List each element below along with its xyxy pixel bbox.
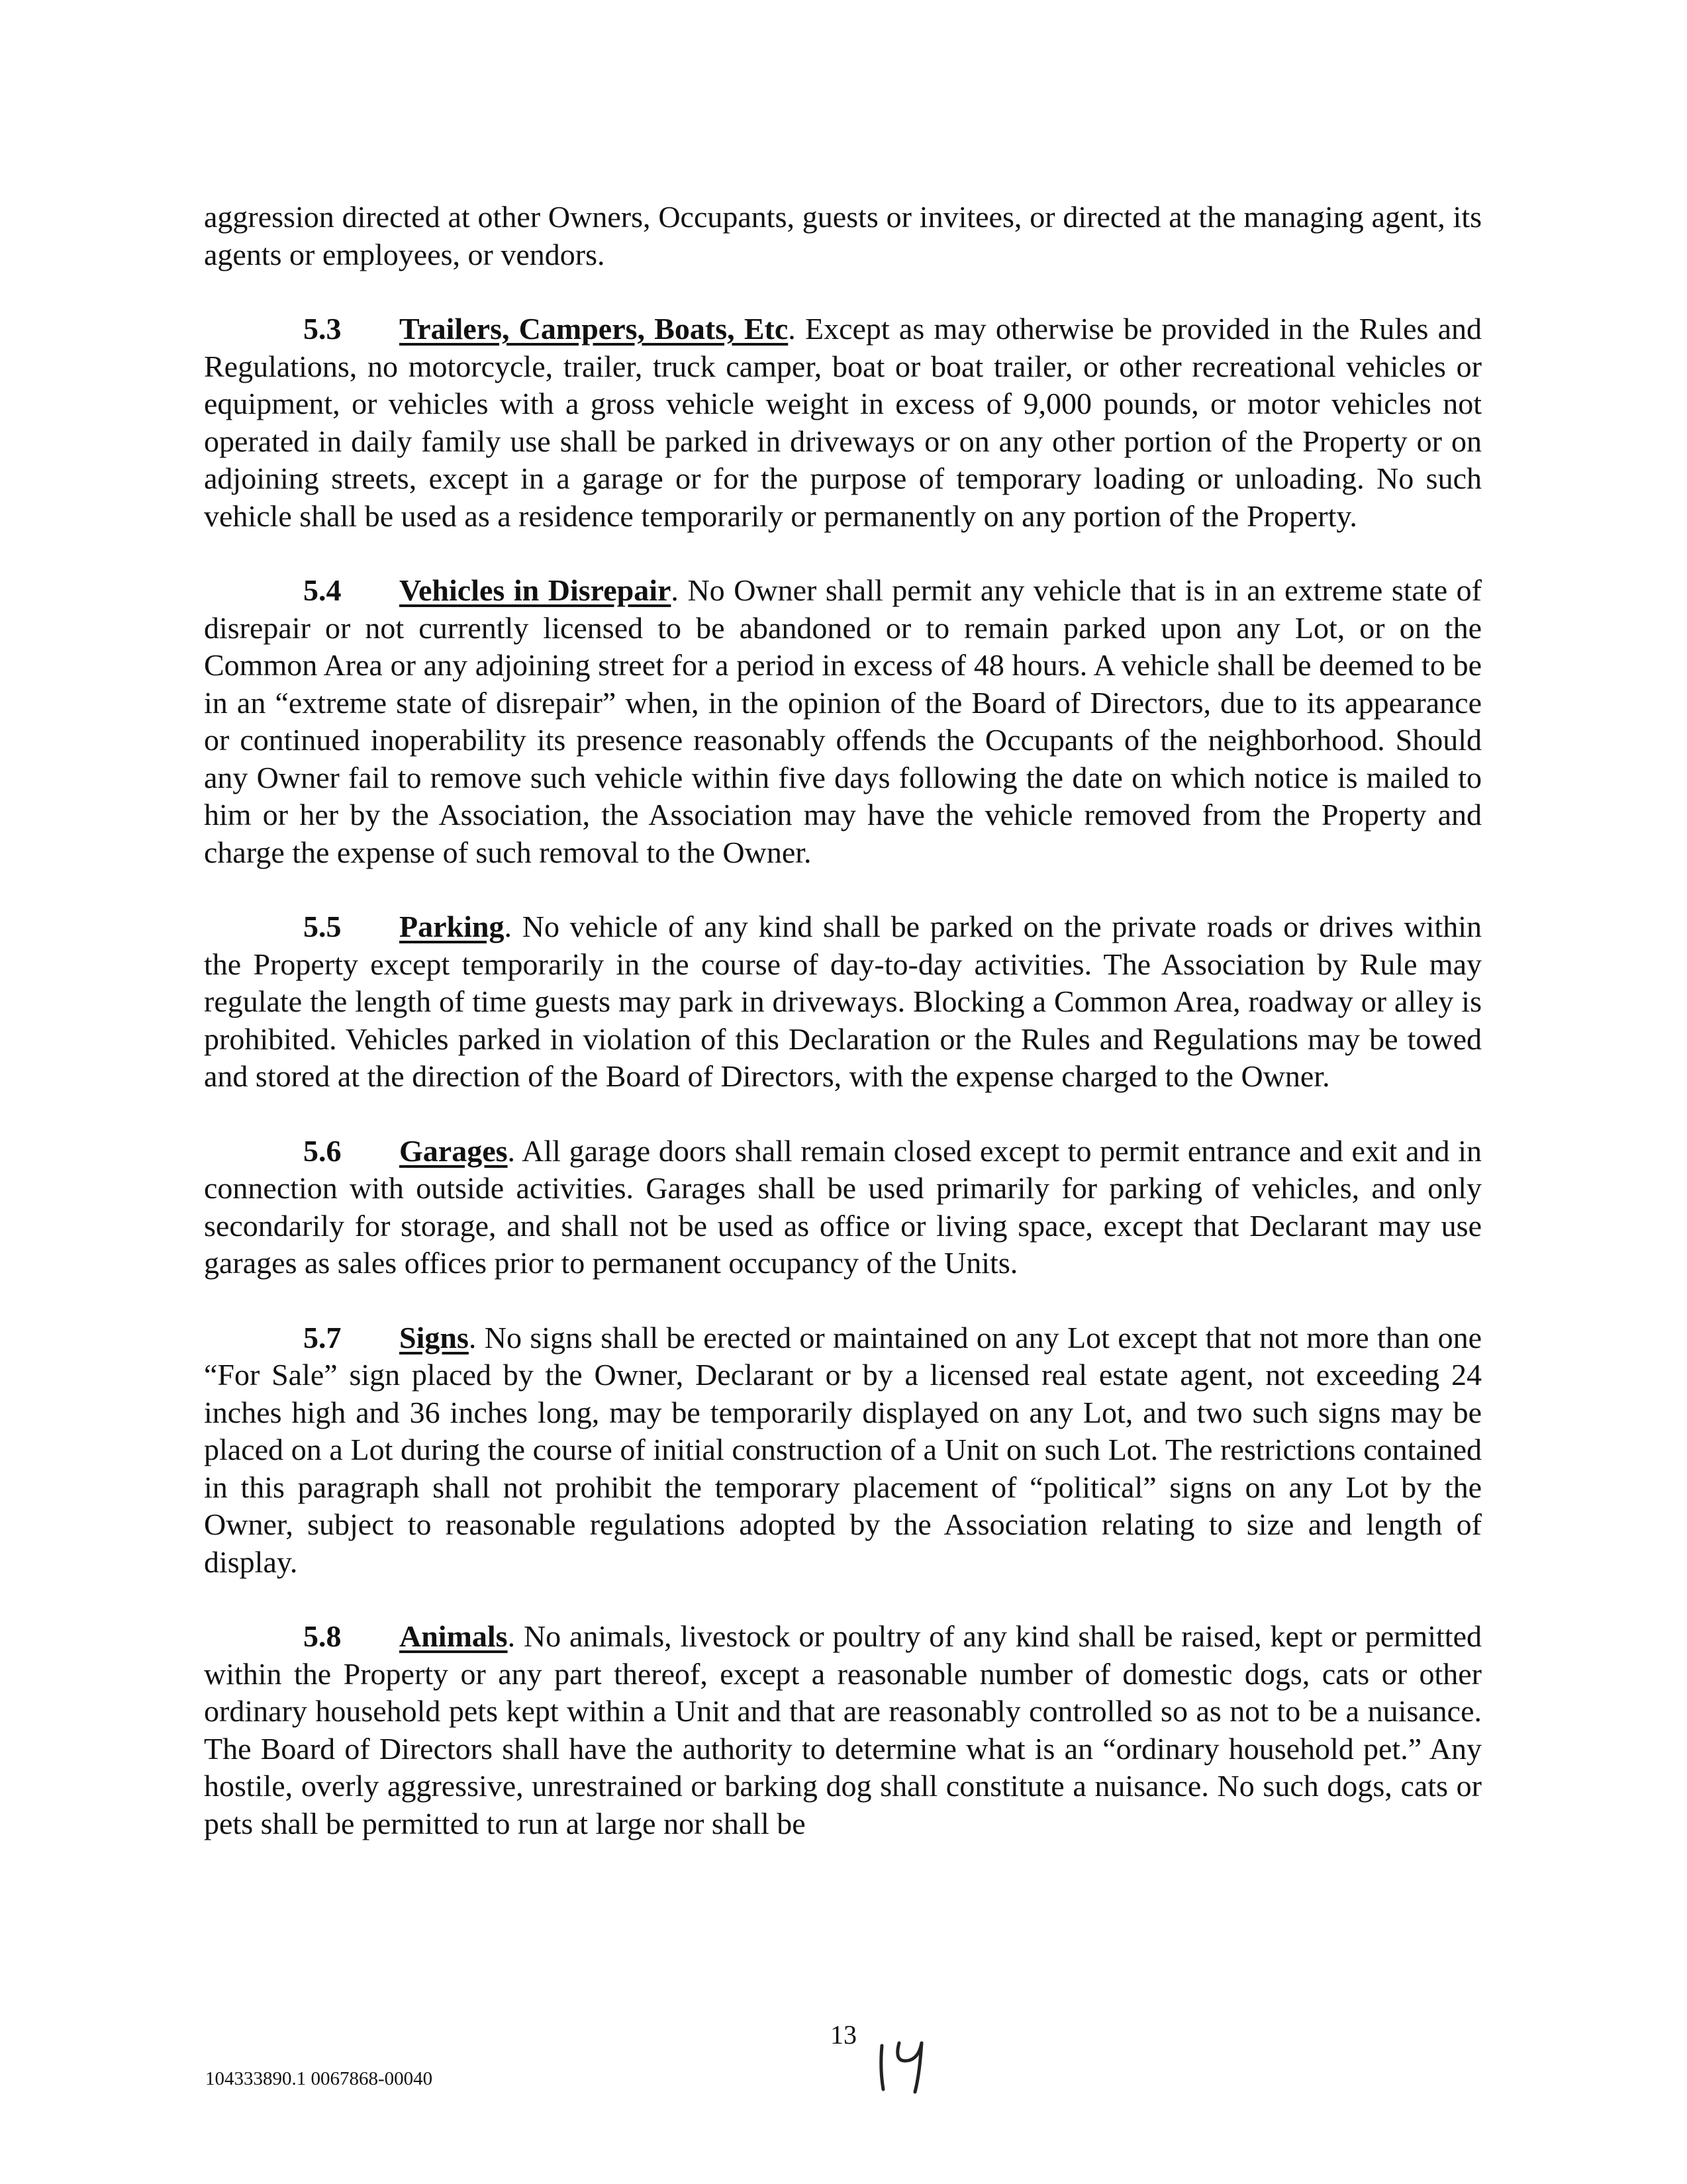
- section-heading: Signs: [399, 1320, 469, 1354]
- section-heading: Vehicles in Disrepair: [399, 573, 671, 607]
- section-5-5: 5.5 Parking. No vehicle of any kind shall be parked on the private roads or drives within the Property except temporarily in the course of day-to-day activities. The Association by Rule may regulate the length of time guests may park in driveways. Blocking a Common Area, roadway or alley is prohibited. Vehicles parked in violation of this Declaration or the Rules and Regulations may be towed and stored at the direction of the Board of Directors, with the expense charged to the Owner.: [204, 910, 1482, 1093]
- document-id: 104333890.1 0067868-00040: [205, 2068, 433, 2089]
- section-5-6: 5.6 Garages. All garage doors shall remain closed except to permit entrance and exit and in connection with outside activities. Garages shall be used primarily for parking of vehicles, and only secondarily for storage, and shall not be used as office or living space, except that Declarant may use garages as sales offices prior to permanent occupancy of the Units.: [204, 1133, 1482, 1280]
- section-5-4: 5.4 Vehicles in Disrepair. No Owner shall permit any vehicle that is in an extreme state of disrepair or not currently licensed to be abandoned or to remain parked upon any Lot, or on the Common Area or any adjoining street for a period in excess of 48 hours. A vehicle shall be deemed to be in an “extreme state of disrepair” when, in the opinion of the Board of Directors, due to its appearance or continued inoperability its presence reasonably offends the Occupants of the neighborhood. Should any Owner fail to remove such vehicle within five days following the date on which notice is mailed to him or her by the Association, the Association may have the vehicle removed from the Property and charge the expense of such removal to the Owner.: [204, 573, 1482, 869]
- section-5-8: 5.8 Animals. No animals, livestock or poultry of any kind shall be raised, kept or permitted within the Property or any part thereof, except a reasonable number of domestic dogs, cats or other ordinary household pets kept within a Unit and that are reasonably controlled so as not to be a nuisance. The Board of Directors shall have the authority to determine what is an “ordinary household pet.” Any hostile, overly aggressive, unrestrained or barking dog shall constitute a nuisance. No such dogs, cats or pets shall be permitted to run at large nor shall be: [204, 1619, 1482, 1840]
- section-5-7: 5.7 Signs. No signs shall be erected or maintained on any Lot except that not more than one “For Sale” sign placed by the Owner, Declarant or by a licensed real estate agent, not exceeding 24 inches high and 36 inches long, may be temporarily displayed on any Lot, and two such signs may be placed on a Lot during the course of initial construction of a Unit on such Lot. The restrictions contained in this paragraph shall not prohibit the temporary placement of “political” signs on any Lot by the Owner, subject to reasonable regulations adopted by the Association relating to size and length of display.: [204, 1320, 1482, 1579]
- section-heading: Garages: [399, 1133, 508, 1168]
- section-number: 5.6: [303, 1133, 342, 1168]
- section-heading: Trailers, Campers, Boats, Etc: [399, 312, 789, 346]
- intro-paragraph: aggression directed at other Owners, Occupants, guests or invitees, or directed at the managing agent, its agents or employees, or vendors.: [204, 200, 1482, 271]
- handwritten-page-mark: [873, 2023, 932, 2096]
- section-body: No vehicle of any kind shall be parked on the private roads or drives within the Property except temporarily in the course of day-to-day activities. The Association by Rule may regulate the length of time guests may park in driveways. Blocking a Common Area, roadway or alley is prohibited. Vehicles parked in violation of this Declaration or the Rules and Regulations may be towed and stored at the direction of the Board of Directors, with the expense charged to the Owner.: [204, 910, 1482, 1093]
- section-body: All garage doors shall remain closed except to permit entrance and exit and in connection with outside activities. Garages shall be used primarily for parking of vehicles, and only secondarily for storage, and shall not be used as office or living space, except that Declarant may use garages as sales offices prior to permanent occupancy of the Units.: [204, 1133, 1482, 1280]
- section-body: No signs shall be erected or maintained on any Lot except that not more than one “For Sale” sign placed by the Owner, Declarant or by a licensed real estate agent, not exceeding 24 inches high and 36 inches long, may be temporarily displayed on any Lot, and two such signs may be placed on a Lot during the course of initial construction of a Unit on such Lot. The restrictions contained in this paragraph shall not prohibit the temporary placement of “political” signs on any Lot by the Owner, subject to reasonable regulations adopted by the Association relating to size and length of display.: [204, 1320, 1482, 1579]
- section-body: Except as may otherwise be provided in the Rules and Regulations, no motorcycle, trailer, truck camper, boat or boat trailer, or other recreational vehicles or equipment, or vehicles with a gross vehicle weight in excess of 9,000 pounds, or motor vehicles not operated in daily family use shall be parked in driveways or on any other portion of the Property or on adjoining streets, except in a garage or for the purpose of temporary loading or unloading. No such vehicle shall be used as a residence temporarily or permanently on any portion of the Property.: [204, 312, 1482, 533]
- body-text: [204, 199, 1482, 1879]
- section-number: 5.3: [303, 312, 342, 346]
- section-5-3: 5.3 Trailers, Campers, Boats, Etc. Except as may otherwise be provided in the Rules and Regulations, no motorcycle, trailer, truck camper, boat or boat trailer, or other recreational vehicles or equipment, or vehicles with a gross vehicle weight in excess of 9,000 pounds, or motor vehicles not operated in daily family use shall be parked in driveways or on any other portion of the Property or on adjoining streets, except in a garage or for the purpose of temporary loading or unloading. No such vehicle shall be used as a residence temporarily or permanently on any portion of the Property.: [204, 312, 1482, 533]
- section-body: No Owner shall permit any vehicle that is in an extreme state of disrepair or not currently licensed to be abandoned or to remain parked upon any Lot, or on the Common Area or any adjoining street for a period in excess of 48 hours. A vehicle shall be deemed to be in an “extreme state of disrepair” when, in the opinion of the Board of Directors, due to its appearance or continued inoperability its presence reasonably offends the Occupants of the neighborhood. Should any Owner fail to remove such vehicle within five days following the date on which notice is mailed to him or her by the Association, the Association may have the vehicle removed from the Property and charge the expense of such removal to the Owner.: [204, 573, 1482, 869]
- section-number: 5.8: [303, 1619, 342, 1653]
- section-body: No animals, livestock or poultry of any kind shall be raised, kept or permitted within the Property or any part thereof, except a reasonable number of domestic dogs, cats or other ordinary household pets kept within a Unit and that are reasonably controlled so as not to be a nuisance. The Board of Directors shall have the authority to determine what is an “ordinary household pet.” Any hostile, overly aggressive, unrestrained or barking dog shall constitute a nuisance. No such dogs, cats or pets shall be permitted to run at large nor shall be: [204, 1619, 1482, 1840]
- section-heading: Animals: [399, 1619, 508, 1653]
- section-number: 5.7: [303, 1320, 342, 1354]
- section-heading: Parking: [399, 910, 505, 943]
- page-number: 13: [830, 2020, 857, 2050]
- section-number: 5.5: [303, 910, 342, 943]
- section-number: 5.4: [303, 573, 342, 607]
